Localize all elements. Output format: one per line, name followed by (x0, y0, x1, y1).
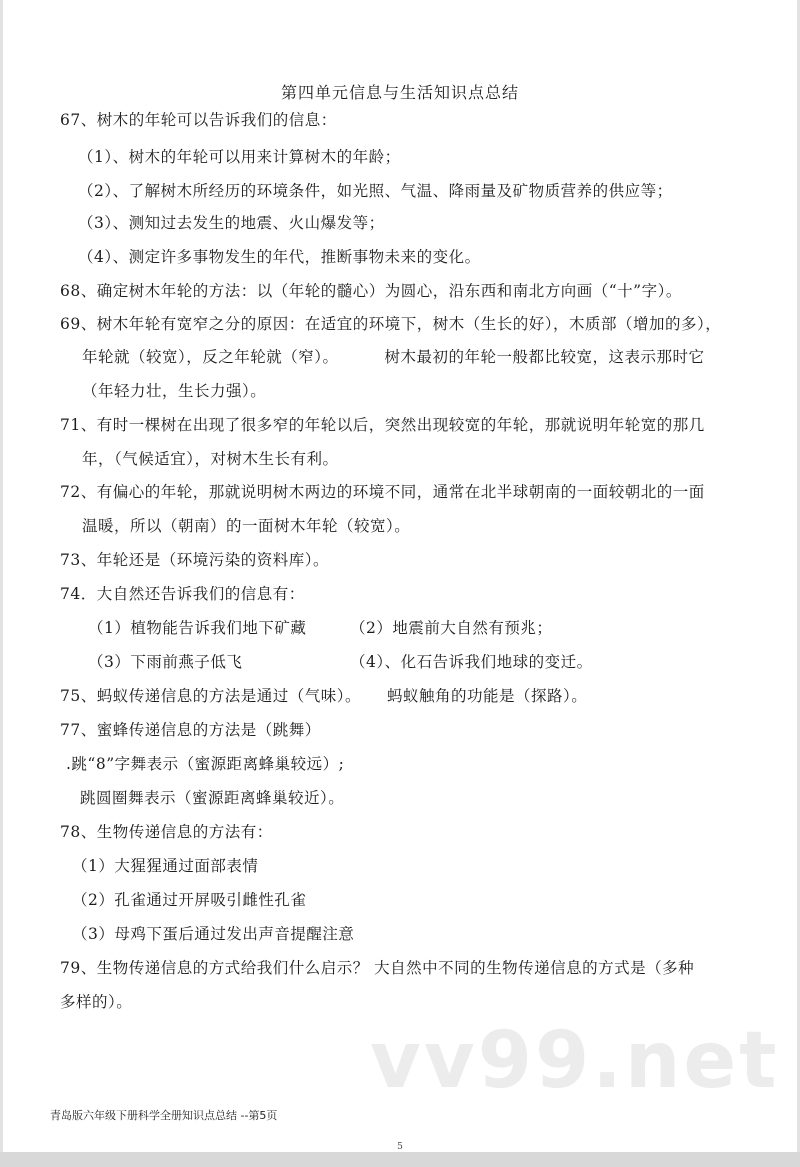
item-75-part-2: 蚂蚁触角的功能是（探路）。 (386, 687, 588, 705)
watermark: vv99.net (370, 1016, 780, 1106)
item-78-point-3: （3）母鸡下蛋后通过发出声音提醒注意 (72, 925, 355, 943)
item-74-point-4: （4）、化石告诉我们地球的变迁。 (350, 653, 593, 671)
item-67-point-2: （2）、了解树木所经历的环境条件，如光照、气温、降雨量及矿物质营养的供应等； (78, 182, 673, 200)
item-72-line-1: 72、有偏心的年轮，那就说明树木两边的环境不同，通常在北半球朝南的一面较朝北的一面 (60, 483, 705, 501)
item-77-heading: 77、蜜蜂传递信息的方法是（跳舞） (60, 721, 321, 739)
item-74-point-3: （3）下雨前燕子低飞 (88, 653, 243, 671)
item-79-line-1: 79、生物传递信息的方式给我们什么启示？ 大自然中不同的生物传递信息的方式是（多种 (60, 959, 695, 977)
item-74-point-1: （1）植物能告诉我们地下矿藏 (88, 619, 307, 637)
item-75 (60, 686, 587, 706)
page-title: 第四单元信息与生活知识点总结 (280, 83, 519, 102)
item-74-point-2: （2）地震前大自然有预兆； (350, 619, 553, 637)
item-68: 68、确定树木年轮的方法：以（年轮的髓心）为圆心，沿东西和南北方向画（“十”字）。 (60, 282, 682, 300)
item-69-line-2 (82, 347, 705, 367)
item-74-heading: 74．大自然还告诉我们的信息有： (60, 585, 305, 603)
item-73: 73、年轮还是（环境污染的资料库）。 (60, 551, 329, 569)
item-71-line-1: 71、有时一棵树在出现了很多窄的年轮以后，突然出现较宽的年轮，那就说明年轮宽的那几 (60, 416, 705, 434)
viewer-bottom-band (0, 1152, 800, 1167)
item-69-line-2b: 树木最初的年轮一般都比较宽，这表示那时它 (384, 348, 705, 366)
item-77-point-2: 跳圆圈舞表示（蜜源距离蜂巢较近）。 (80, 789, 345, 807)
page-footer: 青岛版六年级下册科学全册知识点总结 --第5页 (50, 1109, 278, 1122)
item-78-point-2: （2）孔雀通过开屏吸引雌性孔雀 (72, 891, 307, 909)
item-67-point-3: （3）、测知过去发生的地震、火山爆发等； (78, 214, 385, 232)
item-69-line-1: 69、树木年轮有宽窄之分的原因：在适宜的环境下，树木（生长的好），木质部（增加的多）， (60, 315, 722, 333)
item-79-line-2: 多样的）。 (60, 993, 133, 1011)
item-77-point-1: .跳“8”字舞表示（蜜源距离蜂巢较远）; (66, 755, 345, 773)
item-78-heading: 78、生物传递信息的方法有： (60, 823, 273, 841)
item-69-line-2a: 年轮就（较宽），反之年轮就（窄）。 (82, 348, 339, 366)
item-67-heading: 67、树木的年轮可以告诉我们的信息： (60, 111, 337, 129)
item-75-part-1: 75、蚂蚁传递信息的方法是通过（气味）。 (60, 687, 361, 705)
item-69-line-3: （年轻力壮，生长力强）。 (82, 382, 267, 400)
page-number: 5 (397, 1142, 403, 1152)
item-72-line-2: 温暖，所以（朝南）的一面树木年轮（较宽）。 (82, 517, 411, 535)
item-67-point-1: （1）、树木的年轮可以用来计算树木的年龄； (78, 148, 401, 166)
page-left-edge (0, 0, 3, 1152)
item-67-point-4: （4）、测定许多事物发生的年代，推断事物未来的变化。 (78, 248, 481, 266)
item-71-line-2: 年，（气候适宜），对树木生长有利。 (82, 450, 339, 468)
item-78-point-1: （1）大猩猩通过面部表情 (72, 857, 259, 875)
